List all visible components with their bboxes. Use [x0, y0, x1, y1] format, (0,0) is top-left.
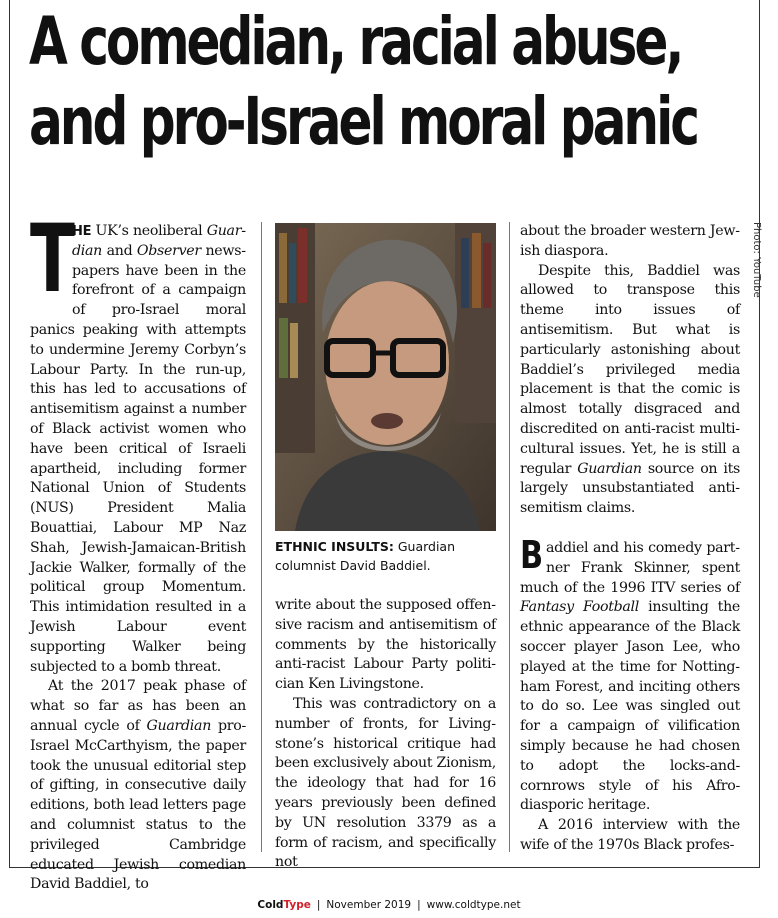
paragraph-1: T HE UK’s neoliberal Guardian and Observer newspapers have been in the forefront of a campaign of pro-Israel moral panics peaking with attempts to undermine Jeremy Corbyn’s Labour Party. In the run-up, this has led to accusations of antisemitism against a number of Black activist women who have been critical of Israeli apartheid, including former National Union of Students (NUS) President Malia Bouattiai, Labour MP Naz Shah, Jewish-Jamaican-British Jackie Walker, formally of the political group Momentum. This intimidation resulted in a Jewish Labour event supporting Walker being subjected to a bomb threat. — [30, 205, 247, 675]
paragraph-4: This was contradictory on a number of fronts, for Livingstone’s historical critique had been exclusively about Zionism, the ideology that had for 16 years previously been defined by UN resolution 3379 as a form of racism, and specifically not — [275, 695, 496, 871]
portrait-photo — [275, 223, 496, 531]
footer-brand[interactable]: ColdType — [257, 899, 311, 911]
page-footer: ColdType | November 2019 | www.coldtype.net — [257, 899, 521, 911]
lead-in: HE — [72, 224, 92, 239]
photo-caption — [275, 537, 496, 575]
column-2 — [275, 596, 496, 873]
footer-url[interactable]: www.coldtype.net — [426, 899, 521, 911]
column-1 — [30, 205, 247, 895]
column-rule-1 — [261, 222, 262, 852]
portrait-illustration — [275, 223, 496, 531]
column-3 — [520, 222, 740, 856]
paragraph-5: about the broader western Jewish diaspora. — [520, 223, 740, 259]
drop-cap-b: B — [520, 532, 543, 577]
headline-line-1: A comedian, racial abuse, — [29, 3, 682, 80]
headline-line-2: and pro-Israel moral panic — [29, 83, 697, 160]
paragraph-2: At the 2017 peak phase of what so far as has been an annual cycle of Guardian pro-Israel McCarthyism, the paper took the unusual editorial step of gifting, in consecutive daily editions, both lead letters page and columnist status to the privileged Cambridge educated Jewish comedian David Baddiel, to — [30, 678, 246, 893]
column-rule-2 — [509, 222, 510, 852]
caption-label: ETHNIC INSULTS: — [275, 539, 394, 554]
drop-cap: T — [30, 205, 75, 314]
paragraph-8: A 2016 interview with the wife of the 1970s Black profes- — [520, 817, 740, 853]
paragraph-7: Baddiel and his comedy partner Frank Skinner, spent much of the 1996 ITV series of Fantasy Football insulting the ethnic appearance of the Black soccer player Jason Lee, who played at the time for Nottingham Forest, and inciting others to do so. Lee was singled out for a campaign of vilification simply because he had chosen to adopt the locks-and-cornrows style of his Afro-diasporic heritage. — [520, 532, 740, 814]
footer-date: November 2019 — [326, 899, 412, 911]
paragraph-3: write about the supposed offensive racism and antisemitism of comments by the historically anti-racist Labour Party politician Ken Livingstone. — [275, 597, 496, 693]
caption-text: Guardian columnist David Baddiel. — [275, 539, 456, 573]
paragraph-6: Despite this, Baddiel was allowed to transpose this theme into issues of antisemitism. But what is particularly astonishing about Baddiel’s privileged media placement is that the comic is almost totally disgraced and discredited on anti-racist multicultural issues. Yet, he is still a regular Guardian source on its largely unsubstantiated antisemitism claims. — [520, 262, 740, 517]
headline — [29, 2, 697, 162]
photo-credit: Photo: YouTube — [751, 222, 762, 298]
